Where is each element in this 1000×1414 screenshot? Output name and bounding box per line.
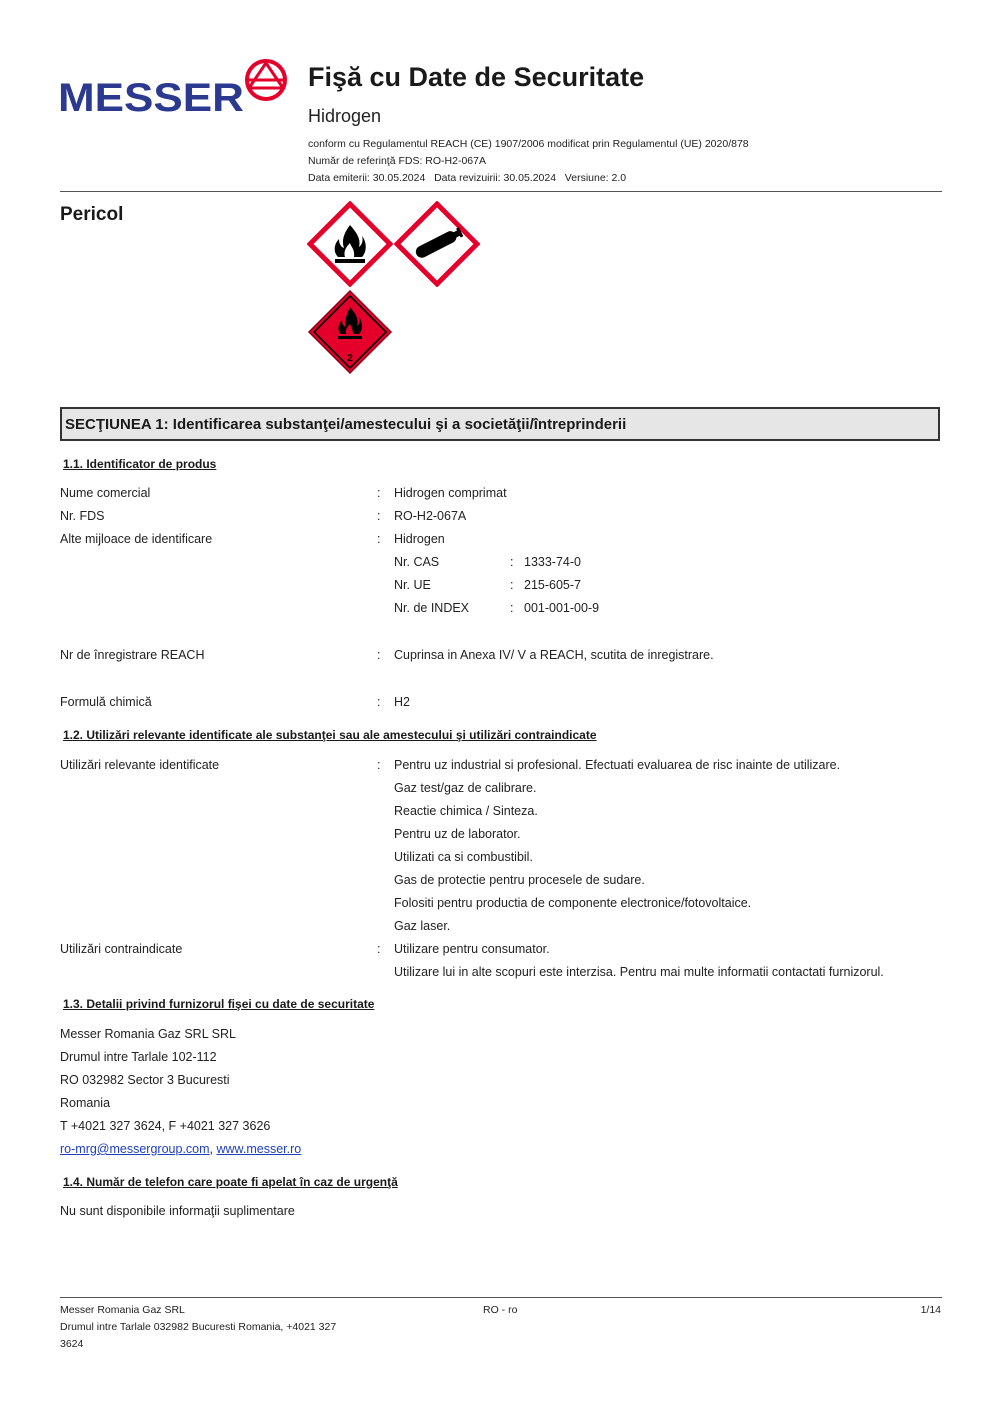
footer-company: Messer Romania Gaz SRL <box>60 1304 185 1316</box>
sds-number-value: RO-H2-067A <box>394 509 467 523</box>
messer-logo <box>58 58 290 118</box>
footer-address-line2: 3624 <box>60 1338 84 1350</box>
colon: : <box>377 758 381 772</box>
supplier-email-link[interactable]: ro-mrg@messergroup.com <box>60 1142 210 1156</box>
emergency-info: Nu sunt disponibile informaţii suplimentare <box>60 1204 295 1218</box>
colon: : <box>377 695 381 709</box>
supplier-name: Messer Romania Gaz SRL SRL <box>60 1027 236 1041</box>
reach-value: Cuprinsa in Anexa IV/ V a REACH, scutita de inregistrare. <box>394 648 714 662</box>
use-item: Gaz test/gaz de calibrare. <box>394 781 537 795</box>
page-number: 1/14 <box>920 1304 941 1316</box>
supplier-city: RO 032982 Sector 3 Bucuresti <box>60 1073 230 1087</box>
index-value: 001-001-00-9 <box>524 601 600 615</box>
use-item: Folositi pentru productia de componente electronice/fotovoltaice. <box>394 896 752 910</box>
cas-value: 1333-74-0 <box>524 555 581 569</box>
link-separator: , <box>209 1142 217 1156</box>
colon: : <box>377 486 381 500</box>
supplier-contact-links <box>60 1142 301 1156</box>
footer-address-line1: Drumul intre Tarlale 032982 Bucuresti Romania, +4021 327 <box>60 1321 337 1333</box>
use-item: Gas de protectie pentru procesele de sudare. <box>394 873 645 887</box>
supplier-street: Drumul intre Tarlale 102-112 <box>60 1050 217 1064</box>
reach-label: Nr de înregistrare REACH <box>60 648 205 662</box>
colon: : <box>510 578 514 592</box>
contra-item: Utilizare lui in alte scopuri este interzisa. Pentru mai multe informatii contactati furnizorul. <box>394 965 884 979</box>
colon: : <box>377 532 381 546</box>
ec-label: Nr. UE <box>394 578 431 592</box>
use-item: Reactie chimica / Sinteza. <box>394 804 538 818</box>
contra-item: Utilizare pentru consumator. <box>394 942 550 956</box>
subsection-1-4-title: 1.4. Număr de telefon care poate fi apelat în caz de urgenţă <box>63 1175 398 1189</box>
sds-number-label: Nr. FDS <box>60 509 105 523</box>
signal-word: Pericol <box>60 204 124 225</box>
trade-name-label: Nume comercial <box>60 486 151 500</box>
supplier-country: Romania <box>60 1096 111 1110</box>
contraindicated-uses-label: Utilizări contraindicate <box>60 942 183 956</box>
other-ids-value: Hidrogen <box>394 532 445 546</box>
other-ids-label: Alte mijloace de identificare <box>60 532 213 546</box>
document-title: Fişă cu Date de Securitate <box>308 62 645 92</box>
index-label: Nr. de INDEX <box>394 601 470 615</box>
regulation-line: conform cu Regulamentul REACH (CE) 1907/2006 modificat prin Regulamentul (UE) 2020/878 <box>308 138 749 150</box>
header-divider <box>60 191 942 192</box>
cas-label: Nr. CAS <box>394 555 440 569</box>
colon: : <box>510 555 514 569</box>
colon: : <box>377 648 381 662</box>
section-1-header <box>60 407 940 441</box>
messer-emblem-icon <box>247 61 285 99</box>
supplier-phone: T +4021 327 3624, F +4021 327 3626 <box>60 1119 271 1133</box>
class-number: 2 <box>347 353 353 364</box>
gas-cylinder-pictogram-icon <box>394 201 480 287</box>
ec-value: 215-605-7 <box>524 578 581 592</box>
colon: : <box>377 942 381 956</box>
subsection-1-3-title: 1.3. Detalii privind furnizorul fişei cu date de securitate <box>63 997 375 1011</box>
subsection-1-1-title: 1.1. Identificator de produs <box>63 457 217 471</box>
supplier-website-link[interactable]: www.messer.ro <box>216 1142 302 1156</box>
flame-pictogram-icon <box>307 201 393 287</box>
colon: : <box>377 509 381 523</box>
product-name: Hidrogen <box>308 106 382 126</box>
subsection-1-2-title: 1.2. Utilizări relevante identificate ale substanţei sau ale amestecului şi utilizări contraindicate <box>63 728 597 742</box>
footer-divider <box>60 1297 942 1298</box>
footer-language: RO - ro <box>483 1304 518 1316</box>
use-item: Gaz laser. <box>394 919 451 933</box>
use-item: Utilizati ca si combustibil. <box>394 850 533 864</box>
flammable-gas-class-2-icon <box>307 289 393 375</box>
use-item: Pentru uz de laborator. <box>394 827 521 841</box>
relevant-uses-label: Utilizări relevante identificate <box>60 758 220 772</box>
use-item: Pentru uz industrial si profesional. Efectuati evaluarea de risc inainte de utilizare. <box>394 758 841 772</box>
formula-label: Formulă chimică <box>60 695 152 709</box>
svg-text:MESSER: MESSER <box>58 76 245 118</box>
dates-line: Data emiterii: 30.05.2024 Data revizuirii: 30.05.2024 Versiune: 2.0 <box>308 172 627 184</box>
formula-value: H2 <box>394 695 410 709</box>
section-1-title: SECŢIUNEA 1: Identificarea substanţei/amestecului şi a societăţii/întreprinderii <box>65 416 627 433</box>
trade-name-value: Hidrogen comprimat <box>394 486 507 500</box>
sds-reference-line: Număr de referinţă FDS: RO-H2-067A <box>308 155 486 167</box>
colon: : <box>510 601 514 615</box>
